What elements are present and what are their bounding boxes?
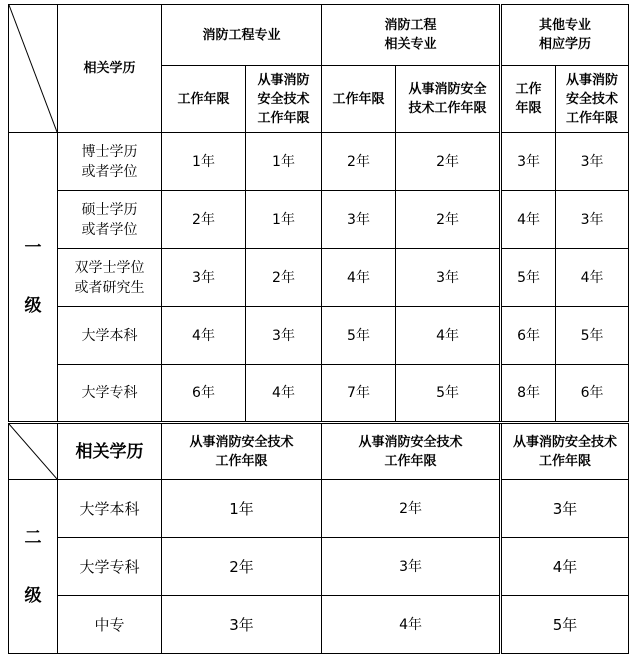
value-cell: 1年 bbox=[162, 133, 246, 191]
value-cell: 4年 bbox=[246, 365, 322, 423]
edu-cell: 硕士学历 或者学位 bbox=[58, 191, 162, 249]
l2-header: 从事消防安全技术 工作年限 bbox=[501, 423, 629, 480]
l1-edu-header: 相关学历 bbox=[58, 5, 162, 133]
table-row bbox=[9, 191, 629, 249]
value-cell: 3年 bbox=[556, 191, 629, 249]
table-row bbox=[9, 596, 629, 654]
l1-group-header: 消防工程专业 bbox=[162, 5, 322, 66]
table-row bbox=[9, 365, 629, 423]
value-cell: 2年 bbox=[322, 480, 501, 538]
level-1-label-top: 一 bbox=[24, 238, 42, 258]
value-cell: 2年 bbox=[162, 538, 322, 596]
edu-cell: 大学专科 bbox=[58, 538, 162, 596]
l1-subheader: 从事消防安全 技术工作年限 bbox=[396, 66, 501, 133]
value-cell: 5年 bbox=[501, 249, 556, 307]
value-cell: 2年 bbox=[396, 191, 501, 249]
table-row bbox=[9, 480, 629, 538]
corner-diagonal-cell bbox=[9, 423, 58, 480]
table-row bbox=[9, 307, 629, 365]
l2-header: 从事消防安全技术 工作年限 bbox=[162, 423, 322, 480]
l1-subheader: 工作年限 bbox=[162, 66, 246, 133]
value-cell: 6年 bbox=[556, 365, 629, 423]
value-cell: 4年 bbox=[501, 191, 556, 249]
value-cell: 2年 bbox=[246, 249, 322, 307]
value-cell: 1年 bbox=[162, 480, 322, 538]
level-2-label-bottom: 级 bbox=[24, 585, 42, 606]
l1-group-header: 其他专业 相应学历 bbox=[501, 5, 629, 66]
diagonal-line bbox=[9, 5, 57, 132]
value-cell: 3年 bbox=[501, 133, 556, 191]
value-cell: 1年 bbox=[246, 191, 322, 249]
value-cell: 3年 bbox=[322, 538, 501, 596]
l1-subheader: 从事消防 安全技术 工作年限 bbox=[556, 66, 629, 133]
table-row bbox=[9, 538, 629, 596]
edu-cell: 大学本科 bbox=[58, 307, 162, 365]
value-cell: 4年 bbox=[501, 538, 629, 596]
value-cell: 4年 bbox=[396, 307, 501, 365]
value-cell: 2年 bbox=[322, 133, 396, 191]
value-cell: 6年 bbox=[501, 307, 556, 365]
l2-header: 从事消防安全技术 工作年限 bbox=[322, 423, 501, 480]
value-cell: 5年 bbox=[322, 307, 396, 365]
value-cell: 3年 bbox=[162, 596, 322, 654]
value-cell: 3年 bbox=[556, 133, 629, 191]
l1-group-header: 消防工程 相关专业 bbox=[322, 5, 501, 66]
edu-cell: 中专 bbox=[58, 596, 162, 654]
l1-subheader: 工作 年限 bbox=[501, 66, 556, 133]
value-cell: 5年 bbox=[396, 365, 501, 423]
level-2-label-top: 二 bbox=[24, 527, 42, 548]
value-cell: 5年 bbox=[556, 307, 629, 365]
corner-diagonal-cell bbox=[9, 5, 58, 133]
value-cell: 2年 bbox=[396, 133, 501, 191]
value-cell: 3年 bbox=[322, 191, 396, 249]
value-cell: 3年 bbox=[246, 307, 322, 365]
value-cell: 4年 bbox=[556, 249, 629, 307]
diagonal-line bbox=[9, 424, 57, 479]
qualification-table bbox=[8, 4, 629, 654]
value-cell: 7年 bbox=[322, 365, 396, 423]
table-row bbox=[9, 249, 629, 307]
value-cell: 3年 bbox=[396, 249, 501, 307]
l2-edu-header: 相关学历 bbox=[58, 423, 162, 480]
edu-cell: 博士学历 或者学位 bbox=[58, 133, 162, 191]
value-cell: 4年 bbox=[322, 596, 501, 654]
edu-cell: 大学本科 bbox=[58, 480, 162, 538]
value-cell: 3年 bbox=[501, 480, 629, 538]
table-row bbox=[9, 133, 629, 191]
value-cell: 8年 bbox=[501, 365, 556, 423]
value-cell: 5年 bbox=[501, 596, 629, 654]
value-cell: 4年 bbox=[162, 307, 246, 365]
value-cell: 2年 bbox=[162, 191, 246, 249]
edu-cell: 大学专科 bbox=[58, 365, 162, 423]
edu-cell: 双学士学位 或者研究生 bbox=[58, 249, 162, 307]
level-1-label-bottom: 级 bbox=[24, 296, 42, 316]
value-cell: 1年 bbox=[246, 133, 322, 191]
l1-subheader: 工作年限 bbox=[322, 66, 396, 133]
value-cell: 3年 bbox=[162, 249, 246, 307]
l1-subheader: 从事消防 安全技术 工作年限 bbox=[246, 66, 322, 133]
level-2-label bbox=[9, 480, 58, 654]
level-1-label bbox=[9, 133, 58, 423]
value-cell: 6年 bbox=[162, 365, 246, 423]
value-cell: 4年 bbox=[322, 249, 396, 307]
